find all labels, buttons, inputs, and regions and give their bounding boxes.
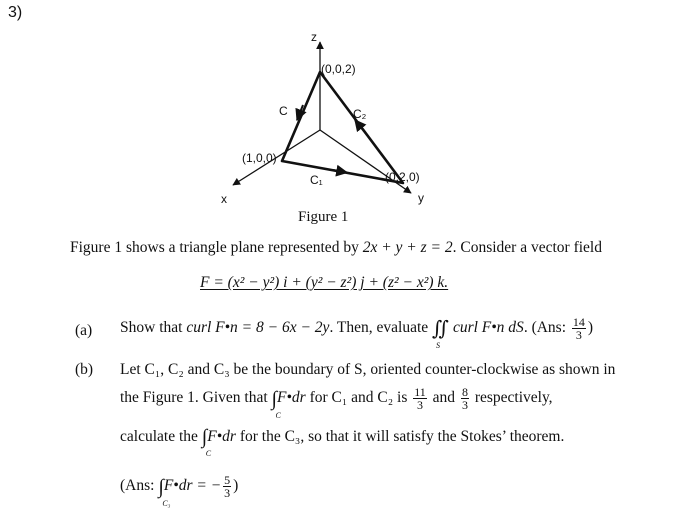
line-integral-expr-2: F•dr [207, 428, 236, 445]
x-axis-label: x [221, 192, 227, 206]
part-a-text1: Show that [120, 319, 183, 337]
point-right-label: (0,2,0) [385, 170, 420, 184]
part-a-answer-fraction: $\frac{14}{3}$ [572, 315, 585, 342]
integral-sub-c-2: C [205, 449, 212, 459]
integral-sub-s: S [436, 340, 441, 350]
triangle-diagram [215, 20, 455, 220]
line-integral-symbol-3: ∫ C₃ [158, 479, 163, 495]
field-expression: F = (x² − y²) i + (y² − z²) j + (z² − x²) k. [200, 274, 449, 291]
surface-integral-expr: curl F•n dS [452, 319, 524, 337]
part-b-and: and [432, 389, 456, 407]
curve-c2-label: C₂ [353, 107, 367, 121]
part-a-text [120, 315, 594, 350]
part-b-line3 [120, 426, 565, 459]
part-b-answer [120, 473, 239, 508]
figure-1 [215, 20, 455, 220]
part-b-label: (b) [75, 361, 94, 378]
part-b-line3-prefix: calculate the [120, 428, 198, 445]
line-integral-expr: F•dr [277, 389, 306, 407]
part-b-ans-prefix: (Ans: [120, 477, 155, 495]
integral-sub-c3: C₃ [162, 498, 171, 508]
curve-c3-label: C [279, 104, 288, 118]
figure-caption: Figure 1 [298, 209, 349, 225]
part-a-ans-suffix: ) [587, 319, 594, 337]
part-b-line2-suffix: respectively, [474, 389, 553, 407]
part-a-text2: . Then, evaluate [329, 319, 429, 337]
y-axis-label: y [418, 191, 424, 205]
c1-arrow [333, 170, 347, 173]
part-a-label: (a) [75, 322, 93, 339]
part-b-answer-fraction: $\frac{5}{3}$ [224, 473, 231, 500]
line-integral-symbol-2: ∫ C [202, 429, 207, 445]
intro-line [70, 239, 602, 257]
c2-value-fraction: $\frac{8}{3}$ [461, 385, 468, 412]
part-a-ans-prefix: . (Ans: [523, 319, 567, 337]
c2-arrow [355, 120, 367, 135]
point-left-label: (1,0,0) [242, 151, 277, 165]
plane-equation: 2x + y + z = 2 [362, 239, 453, 256]
part-b-ans-suffix: ) [233, 477, 239, 495]
curl-expression: curl F•n = 8 − 6x − 2y [186, 319, 330, 337]
part-b-line3-suffix: for the C₃, so that it will satisfy the Stokes’ theorem. [239, 428, 565, 445]
part-b-line2 [120, 385, 553, 420]
integral-sub-c: C [275, 410, 281, 420]
question-number: 3) [8, 4, 23, 21]
point-top-label: (0,0,2) [321, 62, 356, 76]
c1-value-fraction: $\frac{11}{3}$ [414, 385, 426, 412]
z-axis-label: z [311, 30, 317, 44]
intro-prefix: Figure 1 shows a triangle plane represented by [70, 239, 359, 256]
curve-c1-label: C₁ [310, 173, 323, 187]
part-b-ans-expr: F•dr = − [163, 477, 222, 495]
part-b-line2-mid: for C₁ and C₂ is [309, 389, 408, 407]
double-integral-symbol: ∬ S [432, 321, 449, 337]
part-b-line2-prefix: the Figure 1. Given that [120, 389, 268, 407]
intro-suffix: . Consider a vector field [452, 239, 602, 256]
vector-field-equation [200, 274, 448, 292]
line-integral-symbol: ∫ C [272, 391, 277, 407]
part-b-line1: Let C₁, C₂ and C₃ be the boundary of S, oriented counter-clockwise as shown in [120, 361, 616, 378]
triangle-plane [282, 72, 403, 183]
